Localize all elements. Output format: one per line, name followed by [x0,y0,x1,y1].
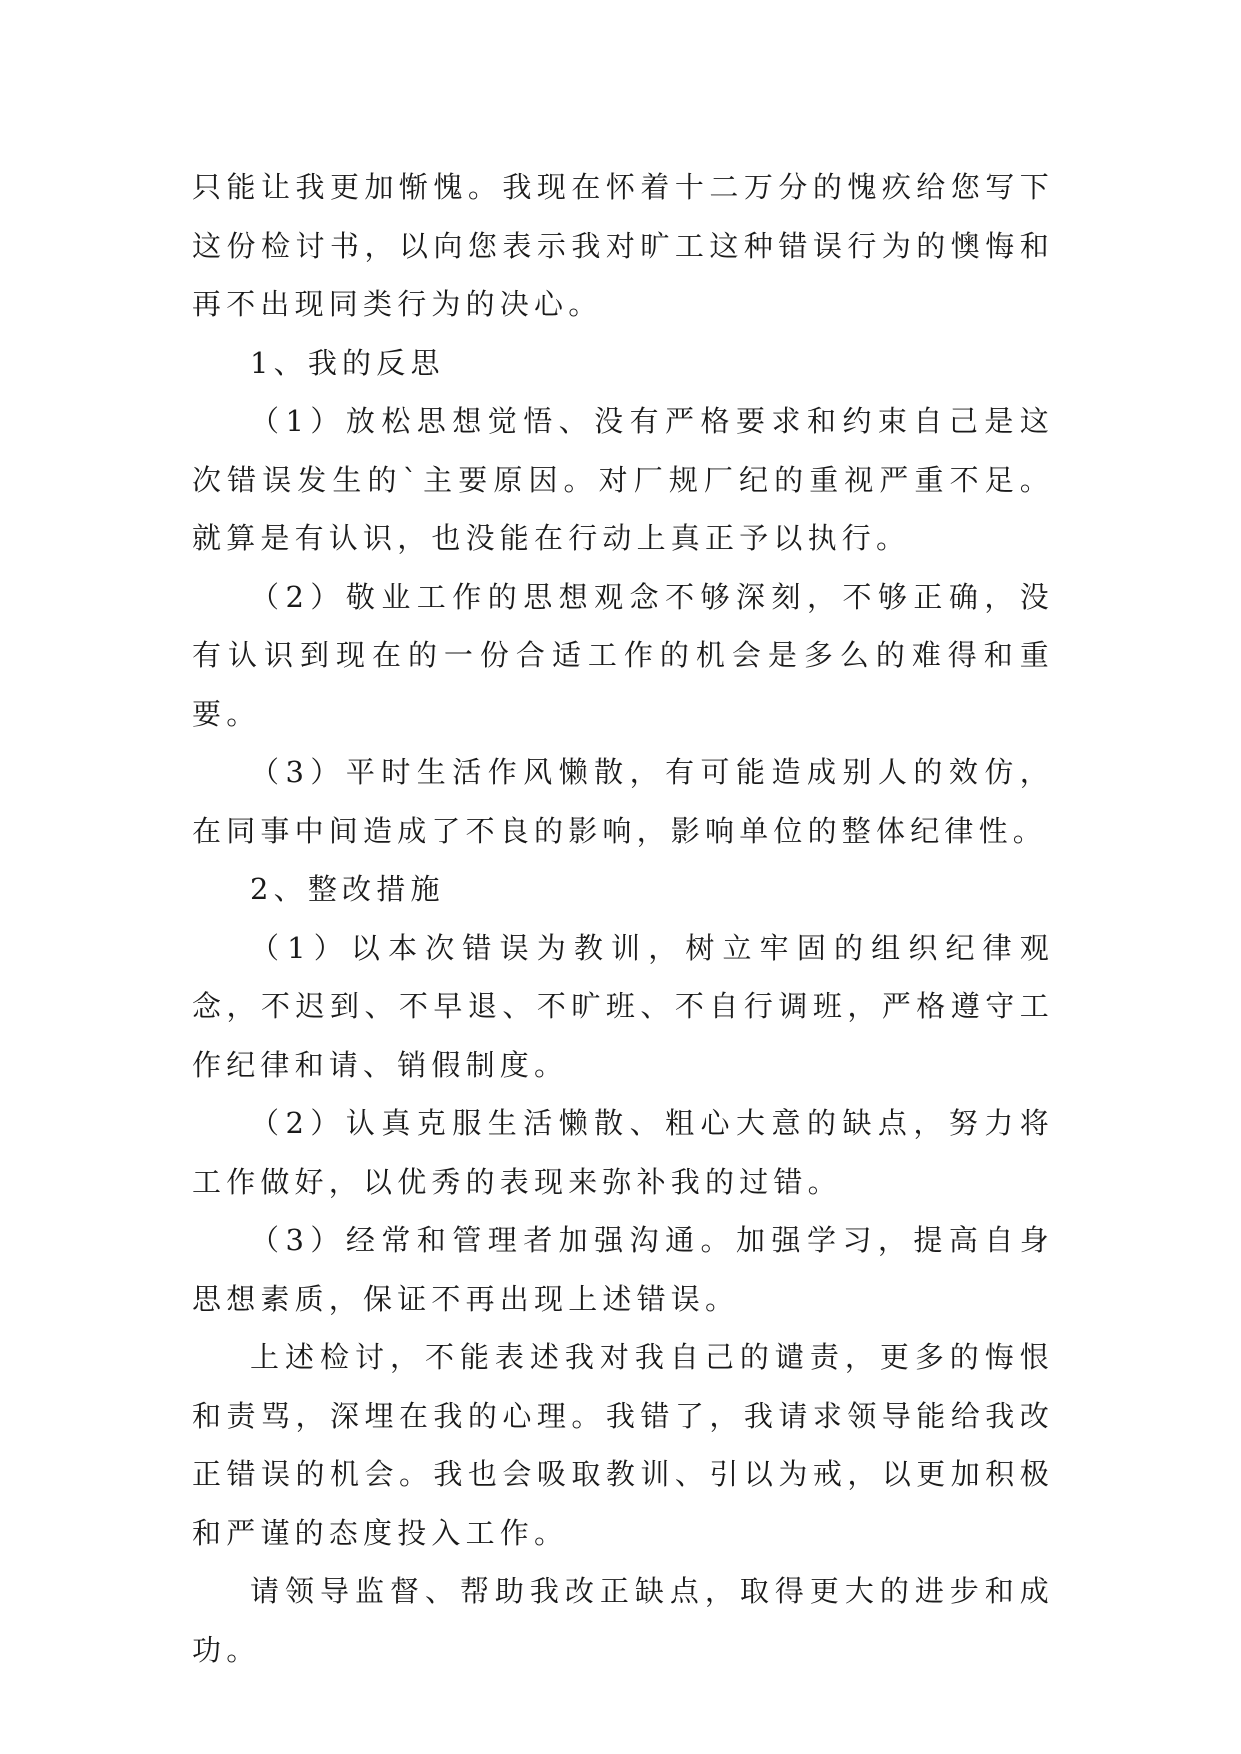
paragraph-rectification-2: （2）认真克服生活懒散、粗心大意的缺点，努力将工作做好，以优秀的表现来弥补我的过错。 [192,1106,1054,1199]
paragraph-rectification-1: （1）以本次错误为教训，树立牢固的组织纪律观念，不迟到、不早退、不旷班、不自行调班，严格遵守工作纪律和请、销假制度。 [192,930,1054,1082]
paragraph-rectification-3: （3）经常和管理者加强沟通。加强学习，提高自身思想素质，保证不再出现上述错误。 [192,1223,1054,1316]
heading-reflection: 1、我的反思 [250,345,445,380]
paragraph-reflection-1: （1）放松思想觉悟、没有严格要求和约束自己是这次错误发生的`主要原因。对厂规厂纪的重视严重不足。就算是有认识，也没能在行动上真正予以执行。 [192,404,1054,555]
paragraph-reflection-2: （2）敬业工作的思想观念不够深刻，不够正确，没有认识到现在的一份合适工作的机会是多么的难得和重要。 [192,579,1054,731]
paragraph-intro-continuation: 只能让我更加惭愧。我现在怀着十二万分的愧疚给您写下这份检讨书，以向您表示我对旷工这种错误行为的懊悔和再不出现同类行为的决心。 [192,170,1054,321]
paragraph-conclusion: 上述检讨，不能表述我对我自己的谴责，更多的悔恨和责骂，深埋在我的心理。我错了，我请求领导能给我改正错误的机会。我也会吸取教训、引以为戒，以更加积极和严谨的态度投入工作。 [192,1340,1054,1550]
document-page [192,158,1054,1679]
paragraph-reflection-3: （3）平时生活作风懒散，有可能造成别人的效仿，在同事中间造成了不良的影响，影响单位的整体纪律性。 [192,755,1054,848]
paragraph-closing: 请领导监督、帮助我改正缺点，取得更大的进步和成功。 [192,1574,1054,1667]
heading-rectification: 2、整改措施 [250,872,445,906]
